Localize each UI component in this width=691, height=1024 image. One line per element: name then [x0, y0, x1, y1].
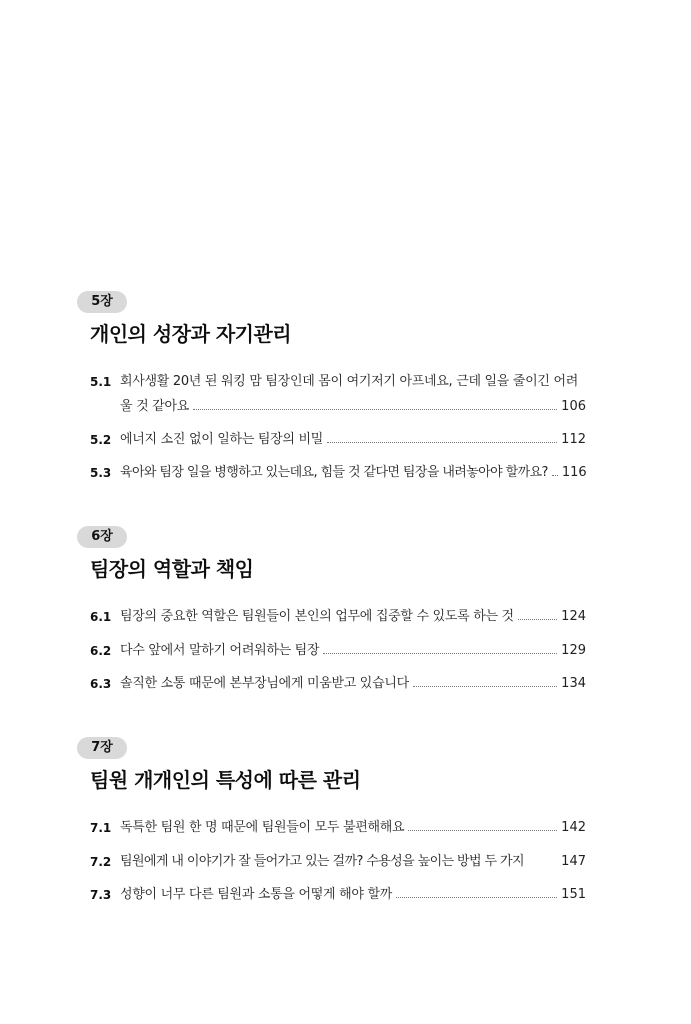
- page-number: 124: [561, 609, 586, 624]
- entry-title: 에너지 소진 없이 일하는 팀장의 비밀: [120, 432, 324, 447]
- chapter-title: 팀원 개개인의 특성에 따른 관리: [90, 768, 361, 792]
- page-number: 116: [561, 465, 587, 480]
- page-number: 106: [561, 399, 586, 414]
- leader-dots: [528, 864, 557, 865]
- entry-title: 회사생활 20년 된 워킹 맘 팀장인데 몸이 여기저기 아프네요, 근데 일을 줄이긴 어려: [120, 374, 579, 389]
- entry-number: 6.1: [90, 610, 112, 624]
- page-number: 142: [561, 820, 586, 835]
- leader-dots: [396, 897, 557, 898]
- page-number: 151: [561, 887, 586, 902]
- entry-title: 솔직한 소통 때문에 본부장님에게 미움받고 있습니다: [120, 676, 409, 691]
- entry-number: 6.2: [90, 644, 112, 658]
- entry-title: 성향이 너무 다른 팀원과 소통을 어떻게 해야 할까: [120, 887, 392, 902]
- chapter-badge: 7장: [77, 737, 127, 759]
- page-number: 147: [561, 854, 586, 869]
- entry-number: 5.2: [90, 433, 112, 447]
- entry-title: 다수 앞에서 말하기 어려워하는 팀장: [120, 643, 320, 658]
- leader-dots: [518, 619, 557, 620]
- toc-entry-5-1[interactable]: [0, 369, 691, 421]
- page-number: 112: [561, 432, 586, 447]
- chapter-title: 팀장의 역할과 책임: [90, 557, 254, 581]
- leader-dots: [323, 653, 557, 654]
- chapter-badge: 5장: [77, 291, 127, 313]
- entry-title: 육아와 팀장 일을 병행하고 있는데요, 힘들 것 같다면 팀장을 내려놓아야 할까요?: [120, 465, 548, 480]
- leader-dots: [552, 475, 558, 476]
- entry-number: 5.3: [90, 466, 112, 480]
- chapter-title: 개인의 성장과 자기관리: [90, 322, 292, 346]
- entry-title: 팀장의 중요한 역할은 팀원들이 본인의 업무에 집중할 수 있도록 하는 것: [120, 609, 514, 624]
- leader-dots: [193, 409, 557, 410]
- entry-title-continued: 울 것 같아요: [120, 399, 189, 414]
- page-number: 129: [561, 643, 586, 658]
- leader-dots: [413, 686, 557, 687]
- entry-number: 7.1: [90, 821, 112, 835]
- entry-number: 5.1: [90, 375, 112, 389]
- entry-number: 7.2: [90, 855, 112, 869]
- leader-dots: [327, 442, 557, 443]
- chapter-badge: 6장: [77, 526, 127, 548]
- entry-number: 7.3: [90, 888, 112, 902]
- entry-number: 6.3: [90, 677, 112, 691]
- entry-title: 독특한 팀원 한 명 때문에 팀원들이 모두 불편해해요: [120, 820, 405, 835]
- page-number: 134: [561, 676, 586, 691]
- entry-title: 팀원에게 내 이야기가 잘 들어가고 있는 걸까? 수용성을 높이는 방법 두 가지: [120, 854, 524, 869]
- leader-dots: [408, 830, 557, 831]
